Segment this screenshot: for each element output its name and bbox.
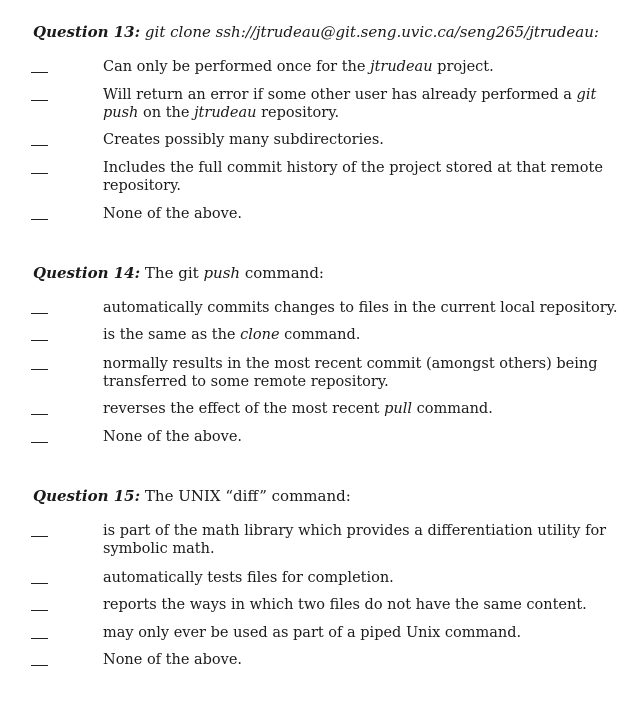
- answer-blank[interactable]: [31, 610, 48, 611]
- question-15-option-1: is part of the math library which provides a differentiation utility for symbolic math.: [103, 523, 607, 557]
- question-13-option-2: Will return an error if some other user has already performed a git push on the jtrudeau repository.: [103, 87, 597, 121]
- question-13-label: Question 13:: [33, 23, 141, 41]
- question-14-label: Question 14:: [33, 264, 141, 282]
- question-14-option-4: reverses the effect of the most recent pull command.: [103, 401, 493, 417]
- answer-blank[interactable]: [31, 536, 48, 537]
- answer-blank[interactable]: [31, 665, 48, 666]
- question-15-option-3: reports the ways in which two files do not have the same content.: [103, 597, 587, 613]
- answer-blank[interactable]: [31, 442, 48, 443]
- question-15-label: Question 15:: [33, 487, 141, 505]
- question-13-stem: git clone ssh://jtrudeau@git.seng.uvic.ca/seng265/jtrudeau:: [144, 23, 599, 41]
- question-15-option-5: None of the above.: [103, 652, 243, 668]
- question-13-heading: [33, 22, 599, 42]
- answer-blank[interactable]: [31, 638, 48, 639]
- question-13-option-4: Includes the full commit history of the project stored at that remote repository.: [103, 160, 603, 194]
- answer-blank[interactable]: [31, 414, 48, 415]
- question-14-option-1: automatically commits changes to files in the current local repository.: [103, 300, 618, 316]
- answer-blank[interactable]: [31, 173, 48, 174]
- answer-blank[interactable]: [31, 583, 48, 584]
- answer-blank[interactable]: [31, 145, 48, 146]
- question-15-option-4: may only ever be used as part of a piped Unix command.: [103, 625, 522, 641]
- question-13-option-3: Creates possibly many subdirectories.: [103, 132, 384, 148]
- question-14-heading: Question 14: The git push command:: [33, 264, 324, 282]
- question-15-option-2: automatically tests files for completion.: [103, 570, 394, 586]
- question-13-option-1: Can only be performed once for the jtrudeau project.: [103, 59, 494, 75]
- answer-blank[interactable]: [31, 313, 48, 314]
- answer-blank[interactable]: [31, 369, 48, 370]
- question-15-stem: The UNIX “diff” command:: [144, 487, 351, 505]
- answer-blank[interactable]: [31, 219, 48, 220]
- question-14-option-5: None of the above.: [103, 429, 243, 445]
- answer-blank[interactable]: [31, 100, 48, 101]
- answer-blank[interactable]: [31, 340, 48, 341]
- question-15-heading: [33, 486, 351, 506]
- question-14-option-3: normally results in the most recent commit (amongst others) being transferred to some remote repository.: [103, 356, 598, 390]
- answer-blank[interactable]: [31, 72, 48, 73]
- question-14-option-2: is the same as the clone command.: [103, 327, 361, 343]
- question-13-option-5: None of the above.: [103, 206, 243, 222]
